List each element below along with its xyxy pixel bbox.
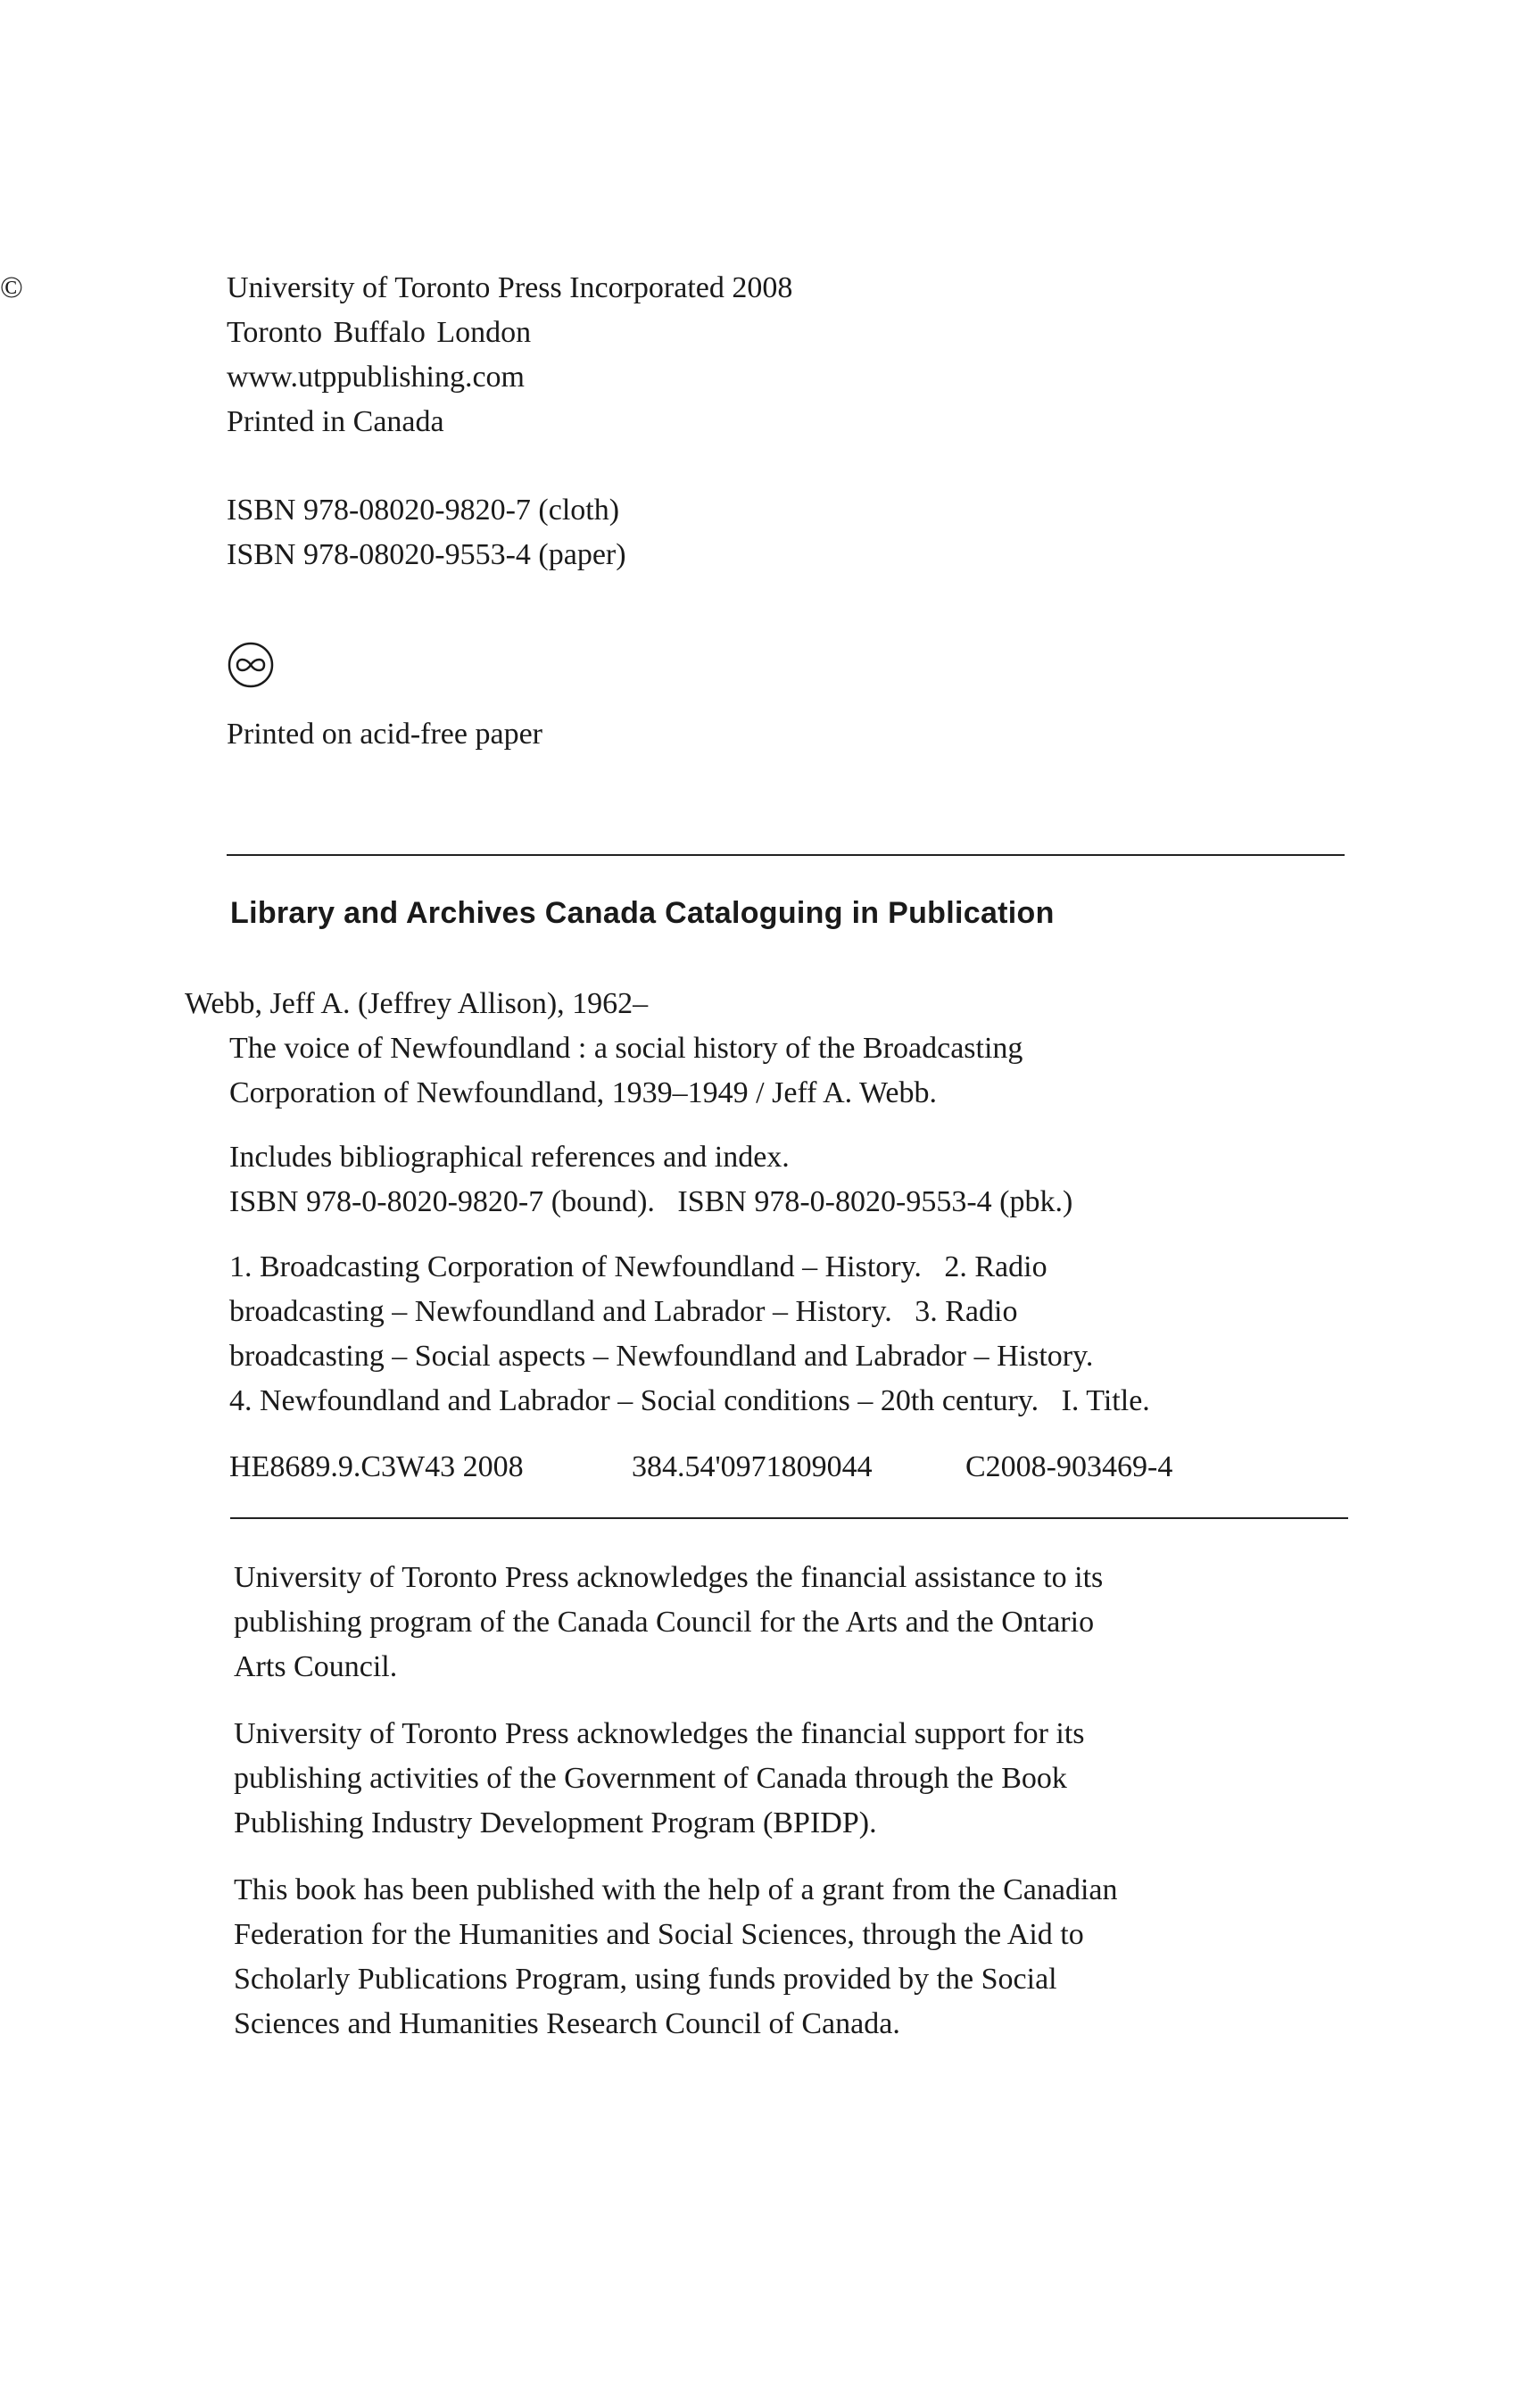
isbn-block bbox=[227, 488, 626, 577]
cip-note-line: Includes bibliographical references and index. bbox=[229, 1141, 790, 1174]
isbn-cloth: ISBN 978-08020-9820-7 (cloth) bbox=[227, 494, 620, 527]
infinity-circle-icon bbox=[227, 641, 275, 689]
cip-isbn-line: ISBN 978-0-8020-9820-7 (bound). ISBN 978-0-8020-9553-4 (pbk.) bbox=[229, 1185, 1073, 1218]
cip-notes bbox=[229, 1135, 1072, 1225]
cip-title-line: Corporation of Newfoundland, 1939–1949 / Jeff A. Webb. bbox=[229, 1076, 938, 1109]
cip-heading: Library and Archives Canada Cataloguing in Publication bbox=[230, 896, 1055, 930]
acknowledgement-paragraph bbox=[234, 1868, 1117, 2047]
ack-line: This book has been published with the help of a grant from the Canadian bbox=[234, 1873, 1118, 1906]
cip-control-number: C2008-903469-4 bbox=[965, 1450, 1173, 1483]
cip-top-rule bbox=[227, 854, 1345, 856]
publisher-website: www.utppublishing.com bbox=[227, 361, 526, 394]
ack-line: University of Toronto Press acknowledges the financial assistance to its bbox=[234, 1561, 1104, 1594]
ack-line: Publishing Industry Development Program (BPIDP). bbox=[234, 1806, 877, 1839]
isbn-paper: ISBN 978-08020-9553-4 (paper) bbox=[227, 538, 626, 571]
ack-line: Sciences and Humanities Research Council of Canada. bbox=[234, 2007, 900, 2040]
printed-in-line: Printed in Canada bbox=[227, 405, 444, 438]
dewey-number: 384.54'0971809044 bbox=[632, 1450, 873, 1483]
ack-line: Federation for the Humanities and Social Sciences, through the Aid to bbox=[234, 1918, 1084, 1951]
ack-line: Scholarly Publications Program, using funds provided by the Social bbox=[234, 1963, 1057, 1996]
cip-subject-line: 4. Newfoundland and Labrador – Social conditions – 20th century. I. Title. bbox=[229, 1384, 1150, 1417]
copyright-block bbox=[227, 266, 792, 444]
acknowledgement-paragraph bbox=[234, 1712, 1085, 1846]
ack-line: publishing activities of the Government of Canada through the Book bbox=[234, 1762, 1067, 1795]
publisher-cities: Toronto Buffalo London bbox=[227, 316, 532, 349]
ack-line: University of Toronto Press acknowledges the financial support for its bbox=[234, 1717, 1085, 1750]
lc-call-number: HE8689.9.C3W43 2008 bbox=[229, 1450, 524, 1483]
acknowledgement-paragraph bbox=[234, 1556, 1103, 1690]
cip-author: Webb, Jeff A. (Jeffrey Allison), 1962– bbox=[185, 987, 649, 1020]
copyright-symbol: © bbox=[0, 271, 23, 304]
ack-line: publishing program of the Canada Council for the Arts and the Ontario bbox=[234, 1606, 1095, 1639]
cip-subject-line: 1. Broadcasting Corporation of Newfoundland – History. 2. Radio bbox=[229, 1250, 1047, 1283]
ack-line: Arts Council. bbox=[234, 1650, 398, 1683]
cip-subjects bbox=[229, 1245, 1150, 1424]
cip-title bbox=[229, 1026, 1023, 1116]
acid-free-label: Printed on acid-free paper bbox=[227, 718, 542, 751]
cip-title-line: The voice of Newfoundland : a social history of the Broadcasting bbox=[229, 1032, 1023, 1065]
publisher-line: University of Toronto Press Incorporated 2008 bbox=[227, 271, 793, 304]
cip-bottom-rule bbox=[230, 1517, 1348, 1519]
cip-subject-line: broadcasting – Newfoundland and Labrador – History. 3. Radio bbox=[229, 1295, 1018, 1328]
cip-subject-line: broadcasting – Social aspects – Newfoundland and Labrador – History. bbox=[229, 1340, 1094, 1373]
